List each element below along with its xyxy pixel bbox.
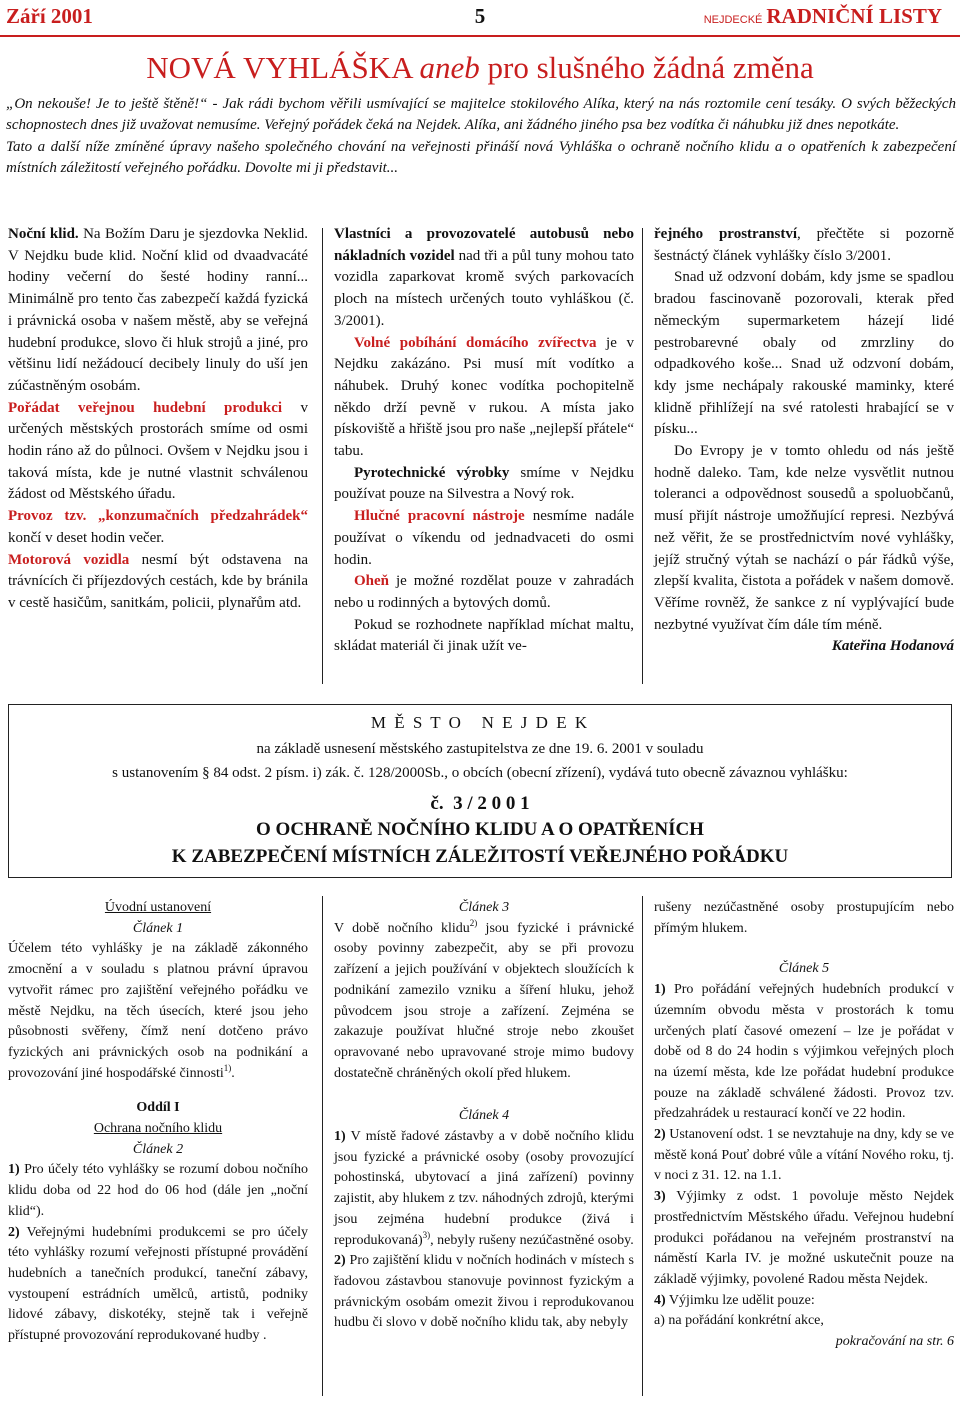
column-divider bbox=[642, 228, 643, 684]
intro-paragraph-2: Tato a další níže zmíněné úpravy našeho společného chování na veřejnosti přináší nová Vyhláška o ochraně nočního klidu a o opatřeních k zabezpečení místních záležitostí veřejného pořádku. Dovolte mi ji představit... bbox=[6, 138, 956, 177]
ordinance-column-2: Článek 3 V době nočního klidu$^{2)}$ jsou fyzické i právnické osoby povinny zabezpečit, aby se při provozu zařízení a jejich používání v objektech sloužících k podnikání zamezilo vzniku a šíření hluku, jehož původcem jsou stroje a zařízení. Zejména se zakazuje používat hlučné stroje nebo zkoušet opravované nebo upravované stroje mimo budovy dostatečně chráněných okolí před hlukem. Článek 4 1) V místě řadové zástavby a v době nočního klidu jsou fyzické a právnické osoby (osoby provozující pohostinská, ubytovací a jiná zařízení) povinny zajistit, aby hlukem z tzv. náhodných zdrojů, kterými jsou zejména hudební produkce (živá i reprodukovaná)$^{3)}$, nebyly rušeny nezúčastněné osoby. 2) Pro zajištění klidu v nočních hodinách v místech s řadovou zástavbou stanovuje povinnost fyzickým a právnickým osobám omezit živou i reprodukovanou hudbu či slovo v době nočního klidu tak, aby nebyly bbox=[334, 900, 634, 1331]
masthead-small: NEJDECKÉ bbox=[703, 14, 763, 26]
ordinance-preamble-1: na základě usnesení městského zastupitelstva ze dne 19. 6. 2001 v souladu bbox=[256, 741, 704, 757]
column-divider bbox=[642, 896, 643, 1396]
ordinance-preamble-2: s ustanovením § 84 odst. 2 písm. i) zák. č. 128/2000Sb., o obcích (obecní zřízení), vydává tuto obecně závaznou vyhlášku: bbox=[112, 765, 848, 781]
header-rule bbox=[0, 35, 960, 37]
continued-note: pokračování na str. 6 bbox=[835, 1334, 954, 1350]
article-column-3: řejného prostranství, přečtěte si pozorně šestnáctý článek vyhlášky číslo 3/2001. Snad už odzvoní dobám, kdy jsme se spadlou bradou fascinovaně pozorovali, kterak před německým supermarketem házejí lidé pestrobarevné obaly od zmrzliny do odpadkového koše... Snad už odzvoní dobám, kdy jsme nechápaly rakouské maminky, které klidně přihlížejí na své ratolesti hrabající se v písku... Do Evropy je v tomto ohledu od nás ještě hodně daleko. Tam, kde nelze vysvětlit nutnou toleranci a odpovědnost sousedů a spoluobčanů, musí přijít nástroje umožňující represi. Nezbývá než věřit, že se prostřednictvím nové vyhlášky, jejíž stručný výtah se nachází o pár řádků výše, zlepší kvalita, čistota a pořádek v našem domově. Věříme rovněž, že sankce z ní vyplývající bude nezbytné využívat čím dále tím méně. Kateřina Hodanová bbox=[654, 224, 954, 658]
column-divider bbox=[322, 228, 323, 684]
article-title: NOVÁ VYHLÁŠKA aneb pro slušného žádná změna bbox=[146, 50, 814, 85]
ordinance-column-1: Úvodní ustanovení Článek 1 Účelem této vyhlášky je na základě zákonného zmocnění a v souladu s platnou právní úpravou vytvořit rámec pro zajištění veřejného pořádku ve městě Nejdku, na těch úsecích, které jsou jeho působnosti svěřeny, čímž není dotčeno právo fyzických ani právnických osob na podnikání a provozování jiné hospodářské činnosti$^{1)}$. Oddíl I Ochrana nočního klidu Článek 2 1) Pro účely této vyhlášky se rozumí dobou nočního klidu doba od 22 hod do 06 hod (dále jen „noční klid“). 2) Veřejnými hudebními produkcemi se pro účely této vyhlášky rozumí veřejnosti přístupné provádění hudebních a tanečních produkcí, taneční zábavy, vystoupení estrádních umělců, artistů, podniky lidové zábavy, diskotéky, stejně tak i veřejně přístupné provozování reprodukované hudby . bbox=[8, 900, 308, 1344]
ordinance-column-3: rušeny nezúčastněné osoby prostupujícím nebo přímým hlukem. Článek 5 1) Pro pořádání veřejných hudebních produkcí v územním obvodu města v prostorách k tomu určených platí časové omezení – lze je pořádat v době od 8 do 24 hodin s výjimkou veřejných ploch na území města, kde lze pořádat hudební produkce pouze na základě schválené žádosti. Provoz tzv. předzahrádek u restaurací končí ve 22 hodin. 2) Ustanovení odst. 1 se nevztahuje na dny, kdy se ve městě koná Pouť dobré vůle a vítání Nového roku, tj. v noci z 31. 12. na 1.1. 3) Výjimky z odst. 1 povoluje město Nejdek prostřednictvím Městského úřadu. Veřejnou hudební produkci pořádanou na veřejném prostranství na náměstí Karla IV. je možné uskutečnit pouze na základě výjimky, povolené Radou města Nejdek. 4) Výjimku lze udělit pouze: a) na pořádání konkrétní akce, pokračování na str. 6 bbox=[654, 898, 954, 1353]
issue-date: Září 2001 bbox=[6, 4, 93, 28]
column-divider bbox=[322, 896, 323, 1396]
ordinance-heading-2: K ZABEZPEČENÍ MÍSTNÍCH ZÁLEŽITOSTÍ VEŘEJNÉHO POŘÁDKU bbox=[171, 846, 789, 867]
town-name: M Ě S T O N E J D E K bbox=[370, 713, 590, 732]
ordinance-header-box bbox=[8, 704, 952, 878]
article-column-1: Noční klid. Na Božím Daru je sjezdovka Neklid. V Nejdku bude klid. Noční klid od dvaadvacáté hodiny večerní do šesté hodiny ranní... Minimálně pro tento čas zabezpečí každá fyzická i právnická osoba v našem městě, aby se veřejná hudební produkce, slovo či hluk strojů a jiné, pro většinu lidí nežádoucí decibely linuly do uší jen zúčastněným osobám. Pořádat veřejnou hudební produkci v určených městských prostorách smíme od osmi hodin ráno až do půlnoci. Ovšem v Nejdku jsou i taková místa, kde je nutné vlastnit schválenou žádost od Městského úřadu. Provoz tzv. „konzumačních předzahrádek“ končí v deset hodin večer. Motorová vozidla nesmí být odstavena na trávnících či příjezdových cestách, kde by bránila v cestě hasičům, sanitkám, policii, plynařům atd. bbox=[8, 226, 309, 611]
intro-paragraph-1: „On nekouše! Je to ještě štěně!“ - Jak rádi bychom věřili usmívající se majitelce stokilového Alíka, který na nás roztomile cení tesáky. O svých běžeckých schopnostech dnes již uvažovat nemusíme. Veřejný pořádek čeká na Nejdek. Alíka, ani žádného jiného psa bez vodítka či náhubku již dnes nepotkáte. bbox=[6, 96, 956, 134]
masthead bbox=[704, 4, 942, 30]
ordinance-heading-1: O OCHRANĚ NOČNÍHO KLIDU A O OPATŘENÍCH bbox=[256, 819, 704, 840]
author: Kateřina Hodanová bbox=[831, 638, 954, 655]
page-number: 5 bbox=[474, 4, 486, 28]
article-column-2: Vlastníci a provozovatelé autobusů nebo nákladních vozidel nad tři a půl tuny mohou tato vozidla zaparkovat kromě svých parkovacích ploch na místech určených touto vyhláškou (č. 3/2001). Volné pobíhání domácího zvířectva je v Nejdku zakázáno. Psi musí mít vodítko a náhubek. Druhý konec vodítka pochopitelně někdo drží pevně v rukou. A místa jako pískoviště a hřiště jsou pro naše „nejlepší přátele“ tabu. Pyrotechnické výrobky smíme v Nejdku používat pouze na Silvestra a Nový rok. Hlučné pracovní nástroje nesmíme nadále používat o víkendu od jednadvaceti do osmi hodin. Oheň je možné rozdělat pouze v zahradách nebo u rodinných a bytových domů. Pokud se rozhodnete například míchat maltu, skládat materiál či jinak užít ve- bbox=[334, 226, 635, 655]
ordinance-number: č. 3 / 2 0 0 1 bbox=[430, 793, 530, 814]
article-intro bbox=[6, 94, 956, 180]
masthead-title: RADNIČNÍ LISTY bbox=[766, 4, 942, 28]
